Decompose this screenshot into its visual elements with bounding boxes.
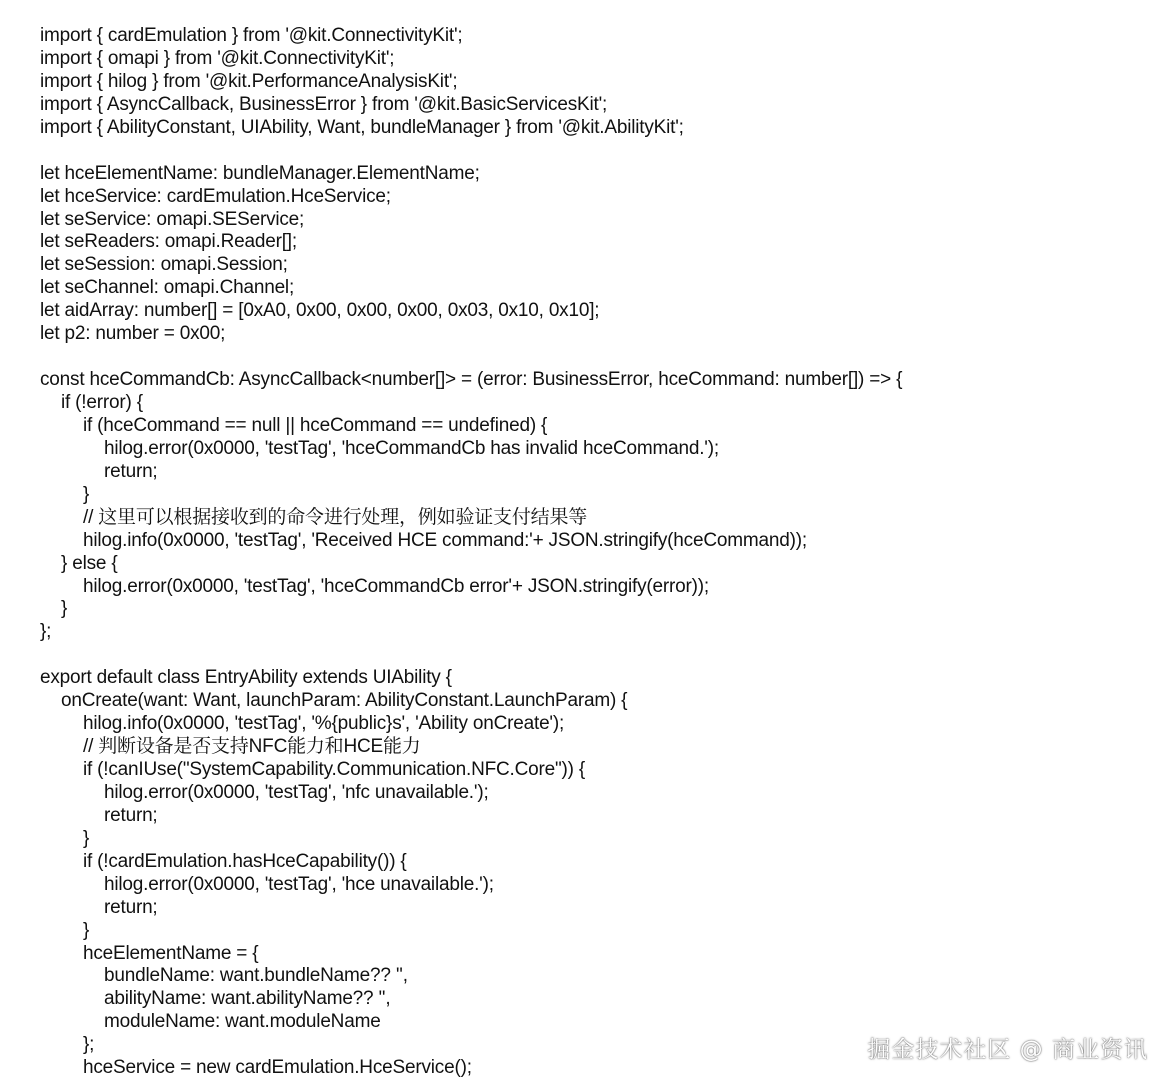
code-line bbox=[40, 140, 902, 163]
code-line: import { hilog } from '@kit.PerformanceAnalysisKit'; bbox=[40, 70, 458, 92]
code-line: hceService = new cardEmulation.HceService(); bbox=[83, 1057, 472, 1079]
code-line: }; bbox=[40, 621, 52, 643]
code-line: if (!cardEmulation.hasHceCapability()) { bbox=[83, 850, 407, 872]
code-line: } bbox=[83, 483, 90, 505]
code-line: let seReaders: omapi.Reader[]; bbox=[40, 231, 297, 253]
code-line: return; bbox=[104, 896, 158, 918]
code-line: } bbox=[83, 827, 90, 849]
code-line: hilog.error(0x0000, 'testTag', 'hceCommandCb has invalid hceCommand.'); bbox=[104, 437, 719, 459]
code-line: onCreate(want: Want, launchParam: AbilityConstant.LaunchParam) { bbox=[61, 690, 628, 712]
code-line: let seChannel: omapi.Channel; bbox=[40, 277, 295, 299]
code-line: hilog.info(0x0000, 'testTag', '%{public}s', 'Ability onCreate'); bbox=[83, 713, 565, 735]
code-line: let hceService: cardEmulation.HceService; bbox=[40, 185, 391, 207]
code-line: moduleName: want.moduleName bbox=[104, 1011, 381, 1033]
code-line: let aidArray: number[] = [0xA0, 0x00, 0x00, 0x00, 0x03, 0x10, 0x10]; bbox=[40, 300, 600, 322]
code-line: }; bbox=[83, 1034, 95, 1056]
code-line bbox=[40, 644, 902, 667]
code-line bbox=[40, 346, 902, 369]
code-line: hilog.error(0x0000, 'testTag', 'hce unavailable.'); bbox=[104, 873, 494, 895]
code-line: let seSession: omapi.Session; bbox=[40, 254, 288, 276]
code-line: import { AbilityConstant, UIAbility, Want, bundleManager } from '@kit.AbilityKit'; bbox=[40, 116, 684, 138]
code-line: bundleName: want.bundleName?? '', bbox=[104, 965, 408, 987]
code-line: hilog.info(0x0000, 'testTag', 'Received HCE command:'+ JSON.stringify(hceCommand)); bbox=[83, 529, 807, 551]
code-line: } else { bbox=[61, 552, 118, 574]
code-line: hilog.error(0x0000, 'testTag', 'hceCommandCb error'+ JSON.stringify(error)); bbox=[83, 575, 710, 597]
code-line: if (!error) { bbox=[61, 392, 143, 413]
watermark: 掘金技术社区 @ 商业资讯 bbox=[867, 1037, 1148, 1063]
code-line: } bbox=[61, 598, 68, 620]
code-line: let hceElementName: bundleManager.ElementName; bbox=[40, 162, 480, 184]
code-block bbox=[40, 25, 902, 1080]
code-line: if (!canIUse("SystemCapability.Communication.NFC.Core")) { bbox=[83, 759, 586, 780]
code-line: import { AsyncCallback, BusinessError } from '@kit.BasicServicesKit'; bbox=[40, 93, 608, 115]
code-line: } bbox=[83, 919, 90, 941]
code-line: if (hceCommand == null || hceCommand == undefined) { bbox=[83, 414, 548, 436]
code-line: let seService: omapi.SEService; bbox=[40, 208, 305, 230]
code-line: return; bbox=[104, 460, 158, 482]
code-line: export default class EntryAbility extends UIAbility { bbox=[40, 667, 452, 689]
code-line: hilog.error(0x0000, 'testTag', 'nfc unavailable.'); bbox=[104, 781, 489, 803]
code-line: abilityName: want.abilityName?? '', bbox=[104, 988, 391, 1010]
code-line: // 这里可以根据接收到的命令进行处理，例如验证支付结果等 bbox=[83, 506, 588, 528]
code-line: // 判断设备是否支持NFC能力和HCE能力 bbox=[83, 736, 421, 758]
code-line: let p2: number = 0x00; bbox=[40, 323, 226, 345]
code-line: return; bbox=[104, 804, 158, 826]
code-line: hceElementName = { bbox=[83, 942, 259, 964]
code-line: import { cardEmulation } from '@kit.ConnectivityKit'; bbox=[40, 25, 463, 46]
code-line: const hceCommandCb: AsyncCallback<number[]> = (error: BusinessError, hceCommand: number[]) => { bbox=[40, 369, 903, 391]
code-line: import { omapi } from '@kit.ConnectivityKit'; bbox=[40, 47, 395, 69]
